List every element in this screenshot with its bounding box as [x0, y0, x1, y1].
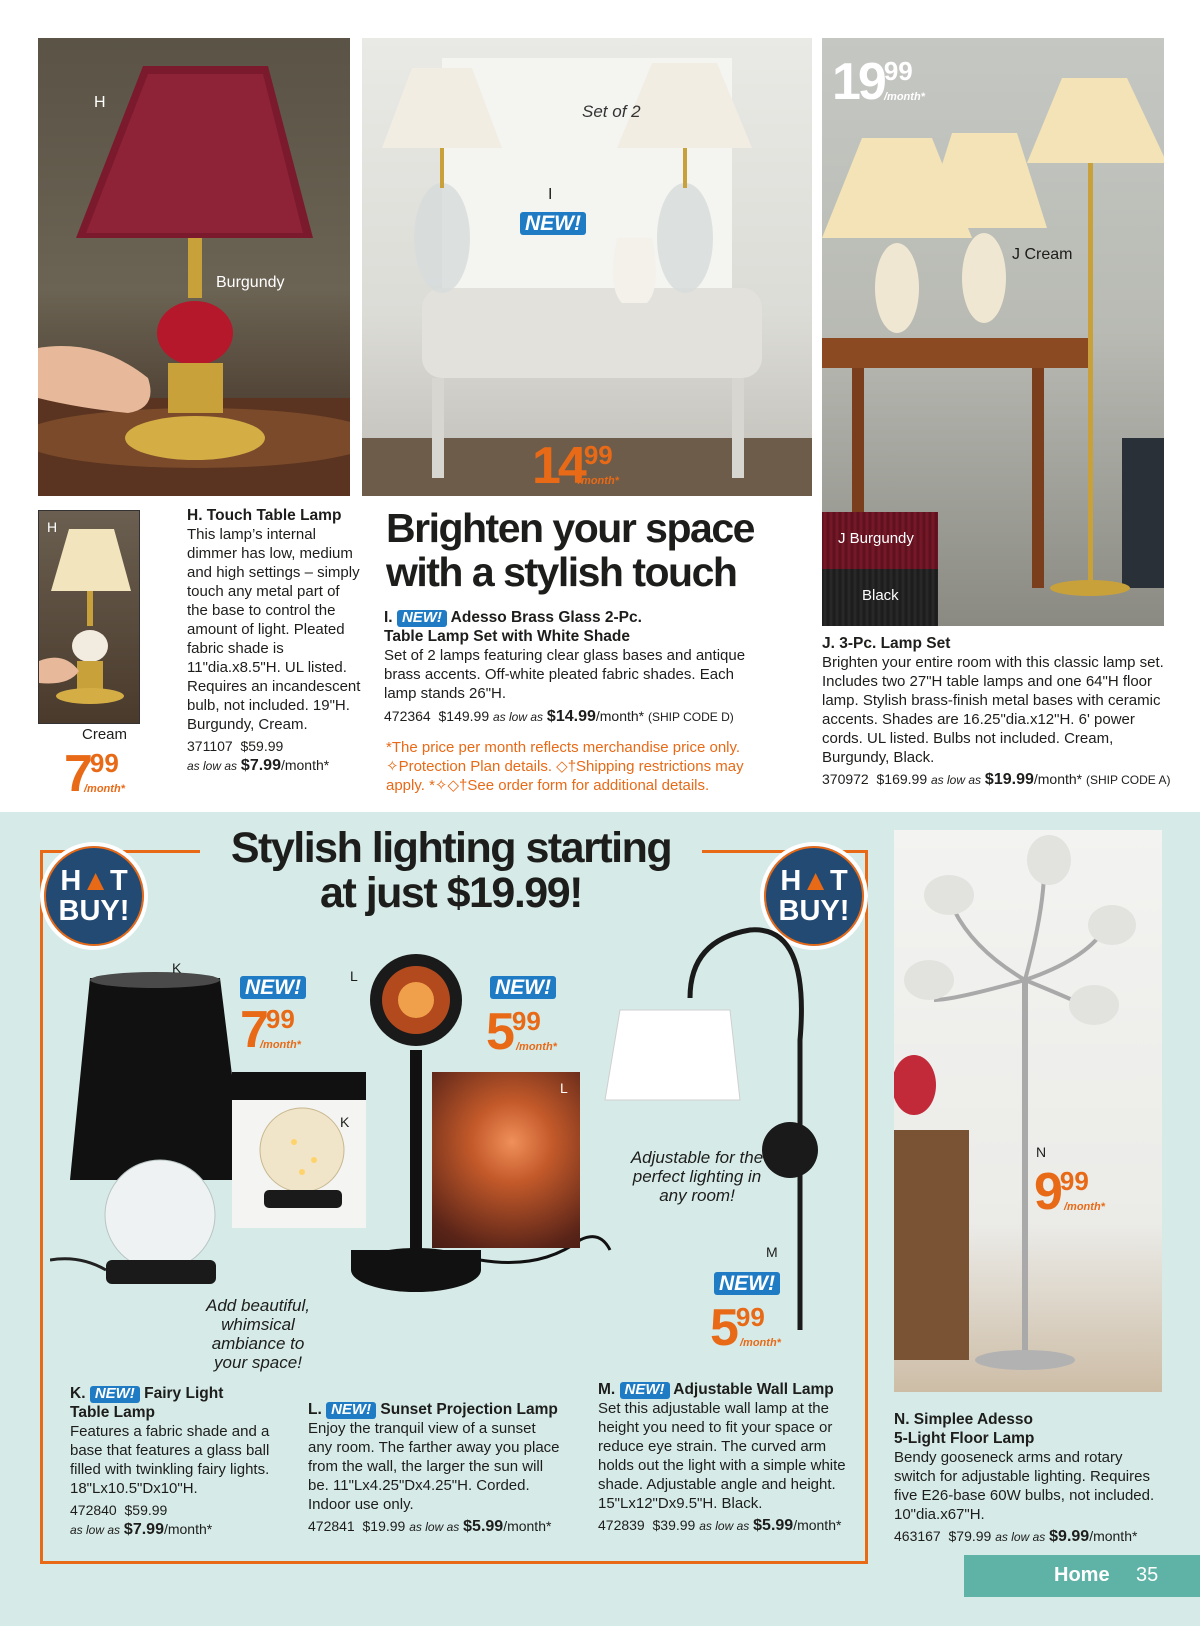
n-price-line — [894, 1527, 1156, 1547]
j-black-label: Black — [862, 587, 899, 604]
n-floor-lamp-photo — [894, 830, 1162, 1392]
hotbuy-headline — [200, 826, 702, 916]
m-price-dollars: 5 — [710, 1299, 736, 1357]
k-description: Features a fabric shade and a base that features a glass ball filled with twinkling fairy lights. 18"Lx10.5"Dx10"H. — [70, 1423, 270, 1497]
i-photo-letter: I — [548, 186, 553, 203]
m-price-month: /month* — [740, 1337, 781, 1349]
j-burgundy-swatch — [822, 512, 938, 569]
l-new-badge: NEW! — [490, 976, 556, 999]
l-inset-photo — [432, 1072, 580, 1248]
j-cream-label: J Cream — [1012, 246, 1073, 263]
k-price-cents: 99 — [265, 1004, 295, 1034]
l-per-month: /month* — [503, 1518, 552, 1534]
h-photo-letter: H — [94, 94, 106, 111]
m-title-line — [598, 1380, 856, 1399]
h-price-cents: 99 — [89, 748, 119, 778]
k-price-dollars: 7 — [240, 1001, 266, 1059]
h-description: This lamp’s internal dimmer has low, medium and high settings – simply touch any metal part of the base to control the amount of light. Pleated fabric shade is 11"dia.x8.5"H. UL listed. Requires an incandescent bulb, not included. 19"H. Burgundy, Cream. — [187, 526, 361, 733]
k-monthly: $7.99 — [123, 1521, 164, 1538]
l-title: Sunset Projection Lamp — [380, 1401, 558, 1418]
i-ship-code: (SHIP CODE D) — [648, 710, 734, 724]
j-black-swatch — [822, 569, 938, 626]
hotbuy-left-line2: BUY! — [58, 895, 130, 927]
l-price-cents: 99 — [511, 1006, 541, 1036]
k-letter: K — [172, 960, 182, 976]
i-price-line — [384, 707, 764, 727]
k-sku-line — [70, 1501, 270, 1520]
l-list-price: $19.99 — [362, 1518, 406, 1534]
m-new-badge: NEW! — [714, 1272, 780, 1295]
footer-section-label: Home — [1054, 1564, 1110, 1586]
i-new-badge-small: NEW! — [397, 610, 447, 627]
j-photo-price — [832, 53, 925, 111]
m-tagline: Adjustable for the perfect lighting in any room! — [630, 1148, 764, 1205]
k-new-badge-small: NEW! — [90, 1386, 140, 1403]
i-photo-price-dollars: 14 — [532, 437, 584, 495]
j-photo-price-dollars: 19 — [832, 53, 884, 111]
i-list-price: $149.99 — [438, 708, 490, 724]
h-monthly-line — [187, 756, 362, 776]
top-headline — [386, 506, 754, 594]
i-prefix: I. — [384, 609, 393, 626]
n-sku: 463167 — [894, 1528, 941, 1544]
l-description: Enjoy the tranquil view of a sunset any room. The farther away you place from the wall, the larger the sun will be. 11"Lx4.25"Dx4.25"H. Corded. Indoor use only. — [308, 1420, 560, 1513]
j-price-line — [822, 770, 1172, 790]
m-per-month: /month* — [793, 1517, 842, 1533]
m-description-block — [598, 1380, 856, 1536]
m-as-low-as: as low as — [699, 1519, 750, 1533]
m-prefix: M. — [598, 1381, 616, 1398]
h-description-block — [187, 506, 362, 776]
footer-section-tab — [964, 1555, 1200, 1597]
hotbuy-right-line1: H▲T — [780, 865, 848, 897]
i-as-low-as: as low as — [493, 710, 544, 724]
h-cream-lamp-illustration — [39, 511, 140, 724]
j-description: Brighten your entire room with this classic lamp set. Includes two 27"H table lamps and one 64"H floor lamp. Stylish brass-finish metal bases with ceramic accents. Shades are 16.25"dia.x12"H. 6' power cords. UL listed. Bulbs not included. Cream, Burgundy, Black. — [822, 654, 1164, 766]
k-sku: 472840 — [70, 1502, 117, 1518]
l-price-line — [308, 1517, 560, 1537]
hotbuy-badge-left — [40, 842, 148, 950]
k-list-price: $59.99 — [124, 1502, 168, 1518]
hotbuy-left-line1: H▲T — [60, 865, 128, 897]
n-per-month: /month* — [1089, 1528, 1138, 1544]
n-price — [1034, 1163, 1105, 1221]
j-photo-price-month: /month* — [884, 91, 925, 103]
j-per-month: /month* — [1033, 771, 1083, 787]
hotbuy-headline-line2: at just $19.99! — [320, 869, 582, 917]
h-price — [64, 745, 125, 803]
l-letter: L — [350, 968, 358, 984]
n-list-price: $79.99 — [948, 1528, 992, 1544]
k-inset-letter: K — [340, 1114, 350, 1130]
l-price-dollars: 5 — [486, 1003, 512, 1061]
h-lamp-illustration — [38, 38, 350, 496]
k-title-line1 — [70, 1384, 270, 1403]
i-per-month: /month* — [595, 708, 645, 724]
j-sku: 370972 — [822, 771, 869, 787]
l-inset-letter: L — [560, 1080, 568, 1096]
h-monthly: $7.99 — [240, 757, 281, 774]
m-description: Set this adjustable wall lamp at the height you need to fit your space or reduce eye strain. The curved arm holds out the light with a simple white shade. Adjustable angle and height. 15"Lx12"Dx9.5"H. Black. — [598, 1400, 846, 1512]
n-lamp-illustration — [894, 830, 1162, 1392]
i-photo-price-month: /month* — [578, 475, 619, 487]
k-per-month: /month* — [163, 1521, 213, 1537]
i-sku: 472364 — [384, 708, 431, 724]
j-ship-code: (SHIP CODE A) — [1086, 773, 1171, 787]
i-lamp-set-photo — [362, 38, 812, 496]
top-headline-line2: with a stylish touch — [386, 549, 737, 595]
l-monthly: $5.99 — [463, 1518, 504, 1535]
m-letter: M — [766, 1244, 778, 1260]
i-photo-price — [532, 437, 619, 495]
n-title1: N. Simplee Adesso — [894, 1411, 1033, 1428]
i-title2: Table Lamp Set with White Shade — [384, 628, 631, 645]
j-list-price: $169.99 — [876, 771, 928, 787]
h-lamp-photo — [38, 38, 350, 496]
hotbuy-right-line2: BUY! — [778, 895, 850, 927]
j-as-low-as: as low as — [931, 773, 982, 787]
i-photo-price-cents: 99 — [583, 440, 613, 470]
m-monthly: $5.99 — [753, 1517, 794, 1534]
h-photo-color-label: Burgundy — [216, 274, 285, 291]
m-price-line — [598, 1516, 856, 1536]
n-as-low-as: as low as — [995, 1530, 1046, 1544]
k-new-badge: NEW! — [240, 976, 306, 999]
m-price — [710, 1299, 781, 1357]
m-price-cents: 99 — [735, 1302, 765, 1332]
k-monthly-line — [70, 1520, 270, 1540]
i-title1: Adesso Brass Glass 2-Pc. — [450, 609, 642, 626]
m-new-badge-small: NEW! — [620, 1382, 670, 1399]
footer-page-number: 35 — [1136, 1564, 1159, 1586]
l-sku: 472841 — [308, 1518, 355, 1534]
k-tagline: Add beautiful, whimsical ambiance to your space! — [206, 1296, 310, 1372]
h-list-price: $59.99 — [240, 738, 284, 754]
i-new-badge: NEW! — [520, 212, 586, 235]
l-new-badge-small: NEW! — [326, 1402, 376, 1419]
h-price-month: /month* — [84, 783, 125, 795]
j-description-block — [822, 634, 1172, 790]
n-price-dollars: 9 — [1034, 1163, 1060, 1221]
i-title-line1 — [384, 608, 764, 627]
h-as-low-as: as low as — [187, 759, 238, 773]
j-burgundy-label: J Burgundy — [838, 530, 914, 547]
m-title: Adjustable Wall Lamp — [673, 1381, 834, 1398]
i-set-of-label: Set of 2 — [582, 102, 641, 121]
j-monthly: $19.99 — [984, 771, 1034, 788]
k-description-block — [70, 1384, 270, 1540]
i-description: Set of 2 lamps featuring clear glass bases and antique brass accents. Off-white pleated fabric shades. Each lamp stands 26"H. — [384, 647, 746, 702]
j-photo-price-cents: 99 — [883, 56, 913, 86]
top-headline-line1: Brighten your space — [386, 505, 754, 551]
l-price — [486, 1003, 557, 1061]
n-description: Bendy gooseneck arms and rotary switch for adjustable lighting. Requires five E26-base 60W bulbs, not included. 10"dia.x67"H. — [894, 1449, 1155, 1523]
i-description-block — [384, 608, 764, 727]
l-price-month: /month* — [516, 1041, 557, 1053]
h-per-month: /month* — [280, 757, 330, 773]
disclaimer: *The price per month reflects merchandise price only. ✧Protection Plan details. ◇†Shipping restrictions may apply. *✧◇†See order form for additional details. — [386, 739, 744, 794]
k-title2: Table Lamp — [70, 1404, 155, 1421]
j-title: J. 3-Pc. Lamp Set — [822, 635, 951, 652]
k-as-low-as: as low as — [70, 1523, 121, 1537]
m-sku: 472839 — [598, 1517, 645, 1533]
k-prefix: K. — [70, 1385, 86, 1402]
h-cream-inset-photo — [38, 510, 140, 724]
n-price-month: /month* — [1064, 1201, 1105, 1213]
k-title1: Fairy Light — [144, 1385, 224, 1402]
h-title: H. Touch Table Lamp — [187, 507, 342, 524]
j-lamp-set-photo — [822, 38, 1164, 626]
n-monthly: $9.99 — [1049, 1528, 1090, 1545]
h-sku: 371107 — [187, 738, 233, 754]
n-title2: 5-Light Floor Lamp — [894, 1430, 1035, 1447]
h-price-dollars: 7 — [64, 745, 90, 803]
hotbuy-headline-line1: Stylish lighting starting — [230, 824, 672, 872]
l-as-low-as: as low as — [409, 1520, 460, 1534]
n-description-block — [894, 1410, 1156, 1547]
h-inset-letter: H — [47, 519, 58, 535]
i-monthly: $14.99 — [546, 708, 596, 725]
h-inset-color-label: Cream — [82, 726, 128, 743]
n-price-cents: 99 — [1059, 1166, 1089, 1196]
k-price-month: /month* — [260, 1039, 301, 1051]
n-letter: N — [1036, 1144, 1047, 1160]
l-title-line — [308, 1400, 560, 1419]
k-price — [240, 1001, 301, 1059]
l-prefix: L. — [308, 1401, 322, 1418]
m-list-price: $39.99 — [652, 1517, 696, 1533]
h-sku-line — [187, 737, 362, 756]
l-description-block — [308, 1400, 560, 1537]
